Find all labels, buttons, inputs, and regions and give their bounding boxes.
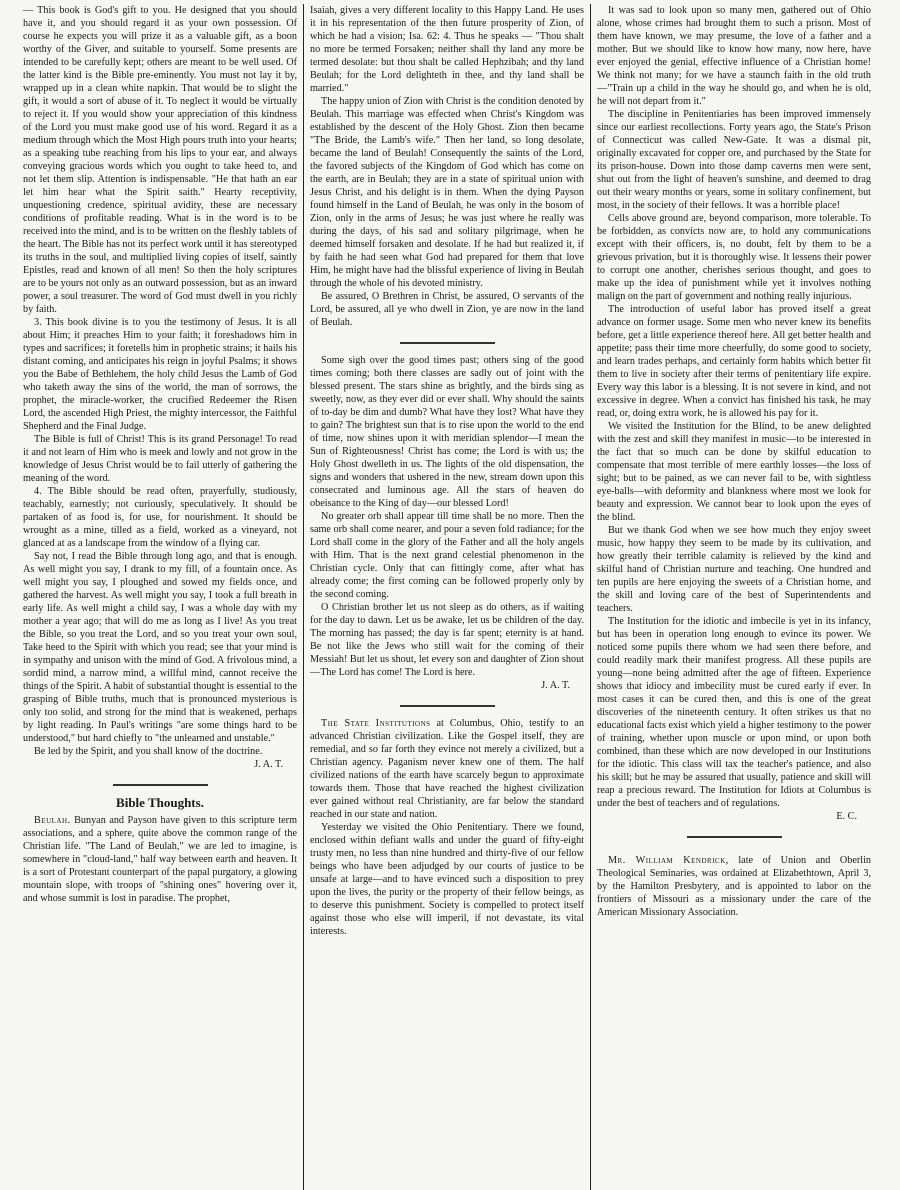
paragraph: The Bible is full of Christ! This is its grand Personage! To read it and not learn of Him who is meek and lowly and not grow in the knowledge of Jesus Christ would be to fail utterly of gathering the meaning of the word. [23,434,297,484]
lead-word: Beulah. [34,815,71,826]
paragraph: The Institution for the idiotic and imbecile is yet in its infancy, but has been in operation long enough to evince its power. We noticed some pupils there whom we had seen there before, and could readily mark their manifest progress. All these pupils are young—none being admitted after the age of fifteen. Experience shows that idiocy and imbecility must be cured early if ever. In most cases it can be cured then, and this is one of the great discoveries of the nineteenth century. It often strikes us that no educational facts exist which yield a higher testimony to the power of training, whether upon muscle or upon mind, or upon both combined, than these which are now developed in our Institutions for the idiotic. This class will tax the teacher's patience, and also his skill; but he may be assured that usually, patience and skill will reap a precious reward. The Institution for Idiots at Columbus is under the best of teachers and of regulations. [597,616,871,809]
column-rule [303,4,304,1190]
paragraph: Yesterday we visited the Ohio Penitentiary. There we found, enclosed within defiant walls and under the guard of fifty-eight trusty men, no less than nine hundred and thirty-five of our fellow beings who have been adjudged by our courts of justice to be unsafe at large—and to have evinced such a disposition to prey upon the lives, the purity or the property of their fellow beings, as to deserve this punishment. Society is compelled to protect itself against those who else will imperil, if not devastate, its vital interests. [310,822,584,937]
section-divider [310,335,584,348]
paragraph [310,717,584,821]
column-rule [590,4,591,1190]
paragraph: We visited the Institution for the Blind, to be anew delighted with the zest and skill they manifest in music—to be interested in the fact that so much can be done by skilful education to compensate that most terrible of mere earthly losses—the loss of sight; but to be pained, as we can never fail to be, with sightless eye-balls—with deformity and blankness where most we look for beauty and expression. We cannot bear to look upon the eyes of the blind. [597,421,871,523]
paragraph: It was sad to look upon so many men, gathered out of Ohio alone, whose crimes had brought them to such a prison. Most of them have known, we may presume, the love of a father and a mother. But we should like to know how many, now here, have ever enjoyed the genial, effective influence of a Christian home! We think not many; for we have a staunch faith in the old truth—"Train up a child in the way he should go, and when he is old, he will not depart from it." [597,5,871,107]
paragraph: Be assured, O Brethren in Christ, be assured, O servants of the Lord, be assured, all ye who dwell in Zion, ye are now in the land of Beulah. [310,291,584,328]
paragraph [23,814,297,905]
paragraph: O Christian brother let us not sleep as do others, as if waiting for the day to dawn. Let us be awake, let us be children of the day. The morning has passed; the day is far spent; eternity is at hand. Be not like the Jews who still wait for the coming of their Messiah! But let us shout, let every son and daughter of Zion shout—The Lord has come! The Lord is here. [310,602,584,678]
lead-words: The State Institutions [321,718,431,729]
paragraph: Isaiah, gives a very different locality to this Happy Land. He uses it in his representation of the then future prosperity of Zion, of which he had a vision; Isa. 62: 4. Thus he speaks — "Thou shalt no more be termed Forsaken; neither shall thy land any more be termed desolate: but thou shalt be called Hephzibah; and thy land Beulah; for the Lord delighteth in thee, and thy land shall be married." [310,5,584,94]
section-divider [597,829,871,842]
paragraph: Some sigh over the good times past; others sing of the good times coming; both there classes are sadly out of joint with the blessed present. The stars shine as brightly, and the birds sing as sweetly, now, as they ever did or ever shall. Why should the saints of to-day be dim and dumb? What have they lost? What have they to gain? The brightest sun that is to rise upon the world to the end of time, now shines upon it with meridian splendor—I mean the Sun of Righteousness! Christ has come; the Lord is with us; the Holy Ghost dwelleth in us. The lights of the old dispensation, the signs and wonders that ushered in the new, stream down upon this consecrated and luminous age. All the stars of heaven do obeisance to the King of day—our blessed Lord! [310,355,584,509]
paragraph: Be led by the Spirit, and you shall know of the doctrine. [34,746,263,757]
column-2 [305,4,589,1190]
column-3 [592,4,876,1190]
section-divider [310,698,584,711]
section-heading: Bible Thoughts. [116,795,204,810]
paragraph: Cells above ground are, beyond comparison, more tolerable. To be forbidden, as convicts now are, to hold any communications except with their officers, is, no doubt, felt by them to be a grievous privation, but it is thoroughly wise. It lessens their power to corrupt one another, cherishes serious thought, and goes to make up the idea of punishment while yet it involves nothing malign on the part of government and nothing really injurious. [597,213,871,302]
paragraph [597,854,871,919]
paragraph-text: late of Union and Oberlin Theological Seminaries, was ordained at Elizabethtown, April 3, by the Hamilton Presbytery, and is appointed to labor on the frontiers of Missouri as a missionary under the care of the American Missionary Association. [597,855,871,918]
paragraph: No greater orb shall appear till time shall be no more. Then the same orb shall come nearer, and pour a seven fold radiance; for the Lord shall come in the glory of the Father and all the holy angels with Him. That is the next grand celestial phenomenon in the Christian cycle. Only that can fittingly come, after what has already come; the first coming can be followed properly only by the second coming. [310,511,584,600]
signature: J. A. T. [541,680,570,691]
paragraph: 4. The Bible should be read often, prayerfully, studiously, teachably, earnestly; not curiously, speculatively. It should be partaken of as food is, for use, for nourishment. It should be wrought as a mine, tilled as a field, worked as a vineyard, not glanced at as a landscape from the window of a flying car. [23,486,297,549]
paragraph: — This book is God's gift to you. He designed that you should have it, and you should regard it as your own possession. Of course he expects you will prize it as a valuable gift, as a boon worthy of the Giver, and suitable to yourself. Some presents are intended to be carefully kept; others are meant to be well used. Of the latter kind is the Bible pre-eminently. You must not lay it by, wrapped up in a clean white napkin. That would be to slight the gift, it would a sort of abuse of it. To neglect it would be virtually to reject it. If you would show your appreciation of this kindness of the Lord you must make good use of his word. Regard it as a medium through which the Most High pours truth into your hearts; as a speaking tube reaching from his lips to your ear, and always conveying gracious words which you ought to take heed to, and not let them slip. Attention is indispensable. "He that hath an ear let him hear what the Spirit saith." Hearty receptivity, unquestioning credence, spiritual avidity, these are necessary conditions of profitable reading. What is in the word is to be received into the mind, and is to be written on the fleshly tablets of the heart. The Bible has not its perfect work until it has stereotyped its truths in the soul, and multiplied living copies of itself, saintly Epistles, read and known of all men! So then the holy scriptures are to be yours not only as an outward possession, but as an inward power, a soul treasurer. The word of God must dwell in you richly by faith. [23,5,297,315]
section-divider [23,777,297,790]
signature: E. C. [836,811,857,822]
paragraph: But we thank God when we see how much they enjoy sweet music, how happy they seem to be made by its cultivation, and how greatly their terrible calamity is relieved by the kind and skilful hand of Christian nurture and teaching. One hundred and ten pupils are here enjoying the sweets of a Christian home, and the skill and loving care of the best of Superintendents and teachers. [597,525,871,614]
paragraph-text: Bunyan and Payson have given to this scripture term associations, and a sphere, quite above the common range of the Christian life. "The Land of Beulah," we are led to imagine, is somewhere in "cloud-land," half way between earth and heaven. It is a sort of Protestant counterpart of the papal purgatory, a glowing mountain slope, with troops of "shining ones" hovering over it, and whose summit is lost in paradise. The prophet, [23,815,297,904]
paragraph: 3. This book divine is to you the testimony of Jesus. It is all about Him; it preaches Him to your faith; it foreshadows him in types and sacrifices; it foretells him in prophetic strains; it hails his distant coming, and anticipates his reign in joyful Psalms; it shows you the Babe of Bethlehem, the holy child Jesus the Lamb of God who taketh away the sins of the world, the man of sorrows, the prophet, the miracle-worker, the crucified Redeemer the Risen Lord, the ascended High Priest, the mighty intercessor, the Faithful Shepherd and the Final Judge. [23,317,297,432]
column-1 [18,4,302,1190]
paragraph: The discipline in Penitentiaries has been improved immensely since our earliest recollections. Forty years ago, the State's Prison of Connecticut was called New-Gate. It was a dismal pit, originally excavated for copper ore, and purchased by the State for its prison-house. Down into those damp caverns men were sent, shut out from the light of heaven's sunshine, and deemed to drag out their weary months or years, some in solitary confinement, but most, in the society of their fellows. It was a horrible place! [597,109,871,211]
paragraph-text: at Columbus, Ohio, testify to an advanced Christian civilization. Like the Gospel itself, they are remedial, and so far forth they evince not merely a civilized, but a Christian agency. Paganism never knew one of them. The half civilized nations of the earth have scarcely begun to approximate towards them. Those that have reached the highest civilization ever gained without real Christianity, are far below the standard reached in our state and nation. [310,718,584,820]
paragraph: The introduction of useful labor has proved itself a great advance on former usage. Some men who never knew its benefits before, get a little experience thereof here. All get better health and appetite; pass their time more cheerfully, do some good to society, and learn trades perhaps, and certainly form habits which better fit them to live in society after their terms of penitentiary life expire. Every way this labor is a blessing. It is not severe in kind, and not excessive in degree. When a convict has finished his task, he may read, or, doing extra work, he is allowed his pay for it. [597,304,871,419]
paragraph: The happy union of Zion with Christ is the condition denoted by Beulah. This marriage was effected when Christ's Kingdom was established by the descent of the Holy Ghost. Zion then became "The Bride, the Lamb's wife." Then her land, so long desolate, became the land of Beulah! Consequently the saints of the Lord, the favored subjects of the Kingdom of God which has come on the earth, are in Beulah; they are in a state of spiritual union with Jesus Christ, and his delight is in them. When the dying Payson found himself in the Land of Beulah, he was only in the bosom of Zion, only in the arms of Jesus; he was just where he really was during the days, of his sad and solitary pilgrimage, when he deemed himself forsaken and desolate. If he had but realized it, if by faith he had seen what God had prepared for them that love Him, he might have had the blissful experience of living in Beulah through the whole of his devoted ministry. [310,96,584,289]
lead-words: Mr. William Kendrick, [608,855,729,866]
signature: J. A. T. [254,759,283,770]
paragraph: Say not, I read the Bible through long ago, and that is enough. As well might you say, I drank to my fill, of a fountain once. As well might you say, I ploughed and sowed my fields once, and gathered the harvest. As well might you say, I took a full breath in early life. As well might a child say, I was a whole day with my mother a year ago; that will do me as long as I live! As you treat the Bible, so you treat the Lord, and so you treat your own soul, Take heed to the Spirit with which you read; see that your mind is in sympathy and unison with the mind of God. A frivolous mind, a sordid mind, a narrow mind, a willful mind, cannot receive the things of the Spirit. A habit of substantial thought is essential to the grasping of Bible truths, much that is pronounced mysterious is only too solid, and strong for the mind that is weakened, perhaps by light reading. In Paul's writings "are some things hard to be understood," but hard chiefly to "the unlearned and unstable." [23,551,297,744]
